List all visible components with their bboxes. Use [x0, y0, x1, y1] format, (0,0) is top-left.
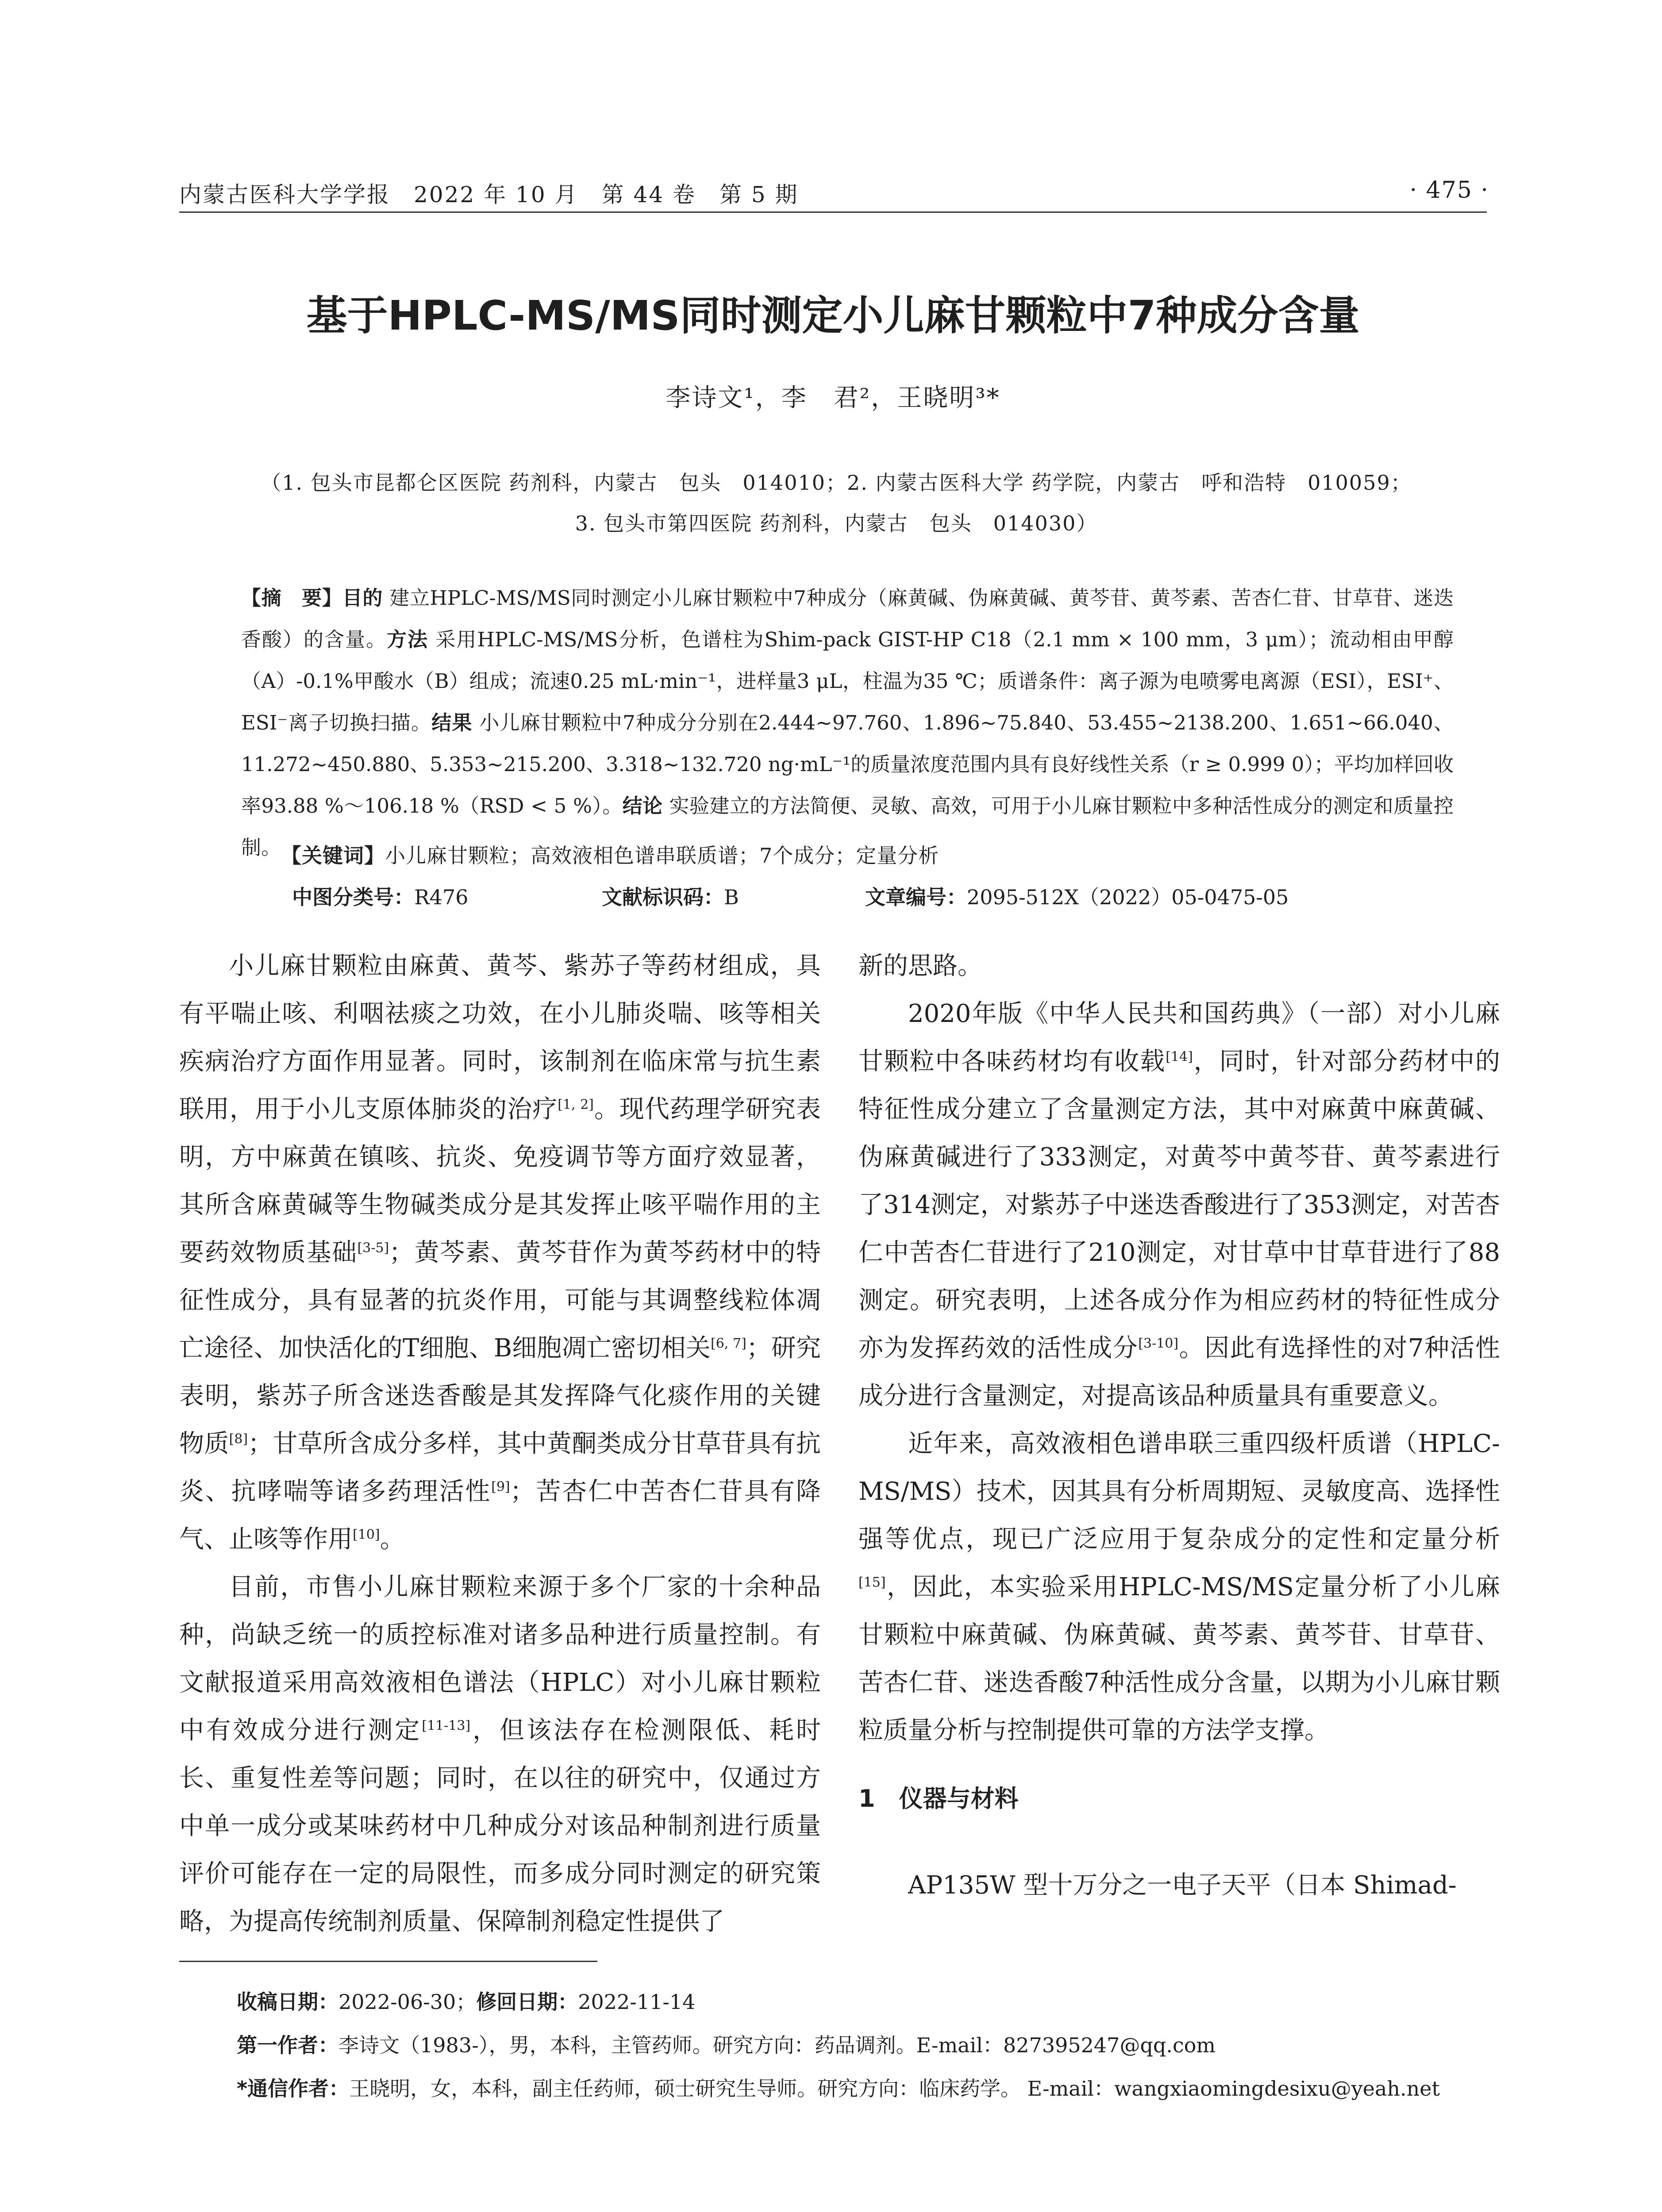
classification-row	[292, 881, 1460, 912]
footnote-dates: 收稿日期：2022-06-30；修回日期：2022-11-14	[237, 1990, 696, 2014]
article-number: 文章编号：2095-512X（2022）05-0475-05	[865, 885, 1289, 909]
keywords-text: 小儿麻甘颗粒；高效液相色谱串联质谱；7个成分；定量分析	[385, 844, 939, 868]
footnote-first-author: 第一作者：李诗文（1983-），男，本科，主管药师。研究方向：药品调剂。E-mail：827395247@qq.com	[237, 2033, 1216, 2057]
objective-text: 建立HPLC-MS/MS同时测定小儿麻甘颗粒中7种成分（麻黄碱、伪麻黄碱、黄芩苷、黄芩素、苦杏仁苷、甘草苷、迷迭香酸）的含量。	[241, 586, 1454, 651]
citation: [3-5]	[357, 1240, 389, 1256]
footnote-divider	[179, 1961, 597, 1962]
citation: [9]	[491, 1479, 510, 1495]
journal-info: 内蒙古医科大学学报 2022 年 10 月 第 44 卷 第 5 期	[179, 182, 799, 207]
body-paragraph: 小儿麻甘颗粒由麻黄、黄芩、紫苏子等药材组成，具有平喘止咳、利咽祛痰之功效，在小儿肺炎喘、咳等相关疾病治疗方面作用显著。同时，该制剂在临床常与抗生素联用，用于小儿支原体肺炎的治疗[1, 2]。现代药理学研究表明，方中麻黄在镇咳、抗炎、免疫调节等方面疗效显著，其所含麻黄碱等生物碱类成分是其发挥止咳平喘作用的主要药效物质基础[3-5]；黄芩素、黄芩苷作为黄芩药材中的特征性成分，具有显著的抗炎作用，可能与其调整线粒体凋亡途径、加快活化的T细胞、B细胞凋亡密切相关[6, 7]；研究表明，紫苏子所含迷迭香酸是其发挥降气化痰作用的关键物质[8]；甘草所含成分多样，其中黄酮类成分甘草苷具有抗炎、抗哮喘等诸多药理活性[9]；苦杏仁中苦杏仁苷具有降气、止咳等作用[10]。	[179, 952, 821, 1554]
body-column-left	[179, 942, 821, 1946]
clc-number: 中图分类号：R476	[292, 885, 469, 909]
body-paragraph: 目前，市售小儿麻甘颗粒来源于多个厂家的十余种品种，尚缺乏统一的质控标准对诸多品种进行质量控制。有文献报道采用高效液相色谱法（HPLC）对小儿麻甘颗粒中有效成分进行测定[11-13]，但该法存在检测限低、耗时长、重复性差等问题；同时，在以往的研究中，仅通过方中单一成分或某味药材中几种成分对该品种制剂进行质量评价可能存在一定的局限性，而多成分同时测定的研究策略，为提高传统制剂质量、保障制剂稳定性提供了	[179, 1573, 821, 1936]
page-number: · 475 ·	[1409, 177, 1489, 204]
section-heading: 1 仪器与材料	[858, 1785, 1019, 1813]
body-paragraph: 2020年版《中华人民共和国药典》（一部）对小儿麻甘颗粒中各味药材均有收载[14]，同时，针对部分药材中的特征性成分建立了含量测定方法，其中对麻黄中麻黄碱、伪麻黄碱进行了333测定，对黄芩中黄芩苷、黄芩素进行了314测定，对紫苏子中迷迭香酸进行了353测定，对苦杏仁中苦杏仁苷进行了210测定，对甘草中甘草苷进行了88测定。研究表明，上述各成分作为相应药材的特征性成分亦为发挥药效的活性成分[3-10]。因此有选择性的对7种活性成分进行含量测定，对提高该品种质量具有重要意义。	[858, 999, 1500, 1410]
body-column-right	[858, 942, 1500, 1909]
article-title: 基于HPLC-MS/MS同时测定小儿麻甘颗粒中7种成分含量	[306, 292, 1360, 339]
citation: [1, 2]	[558, 1097, 594, 1113]
abstract	[241, 577, 1454, 868]
document-code: 文献标识码：B	[602, 885, 739, 909]
citation: [10]	[353, 1527, 380, 1543]
affiliation-line-2: 3. 包头市第四医院 药剂科，内蒙古 包头 014030）	[575, 511, 1098, 535]
citation: [6, 7]	[711, 1336, 746, 1352]
header-divider	[179, 211, 1487, 213]
abstract-label: 【摘 要】	[241, 586, 342, 610]
body-paragraph: AP135W 型十万分之一电子天平（日本 Shimad-	[908, 1871, 1457, 1900]
author-list: 李诗文¹，李 君²，王晓明³*	[666, 384, 1000, 412]
methods-label: 方法	[387, 628, 429, 651]
citation: [11-13]	[422, 1718, 471, 1734]
affiliations	[208, 462, 1465, 544]
citation: [15]	[858, 1575, 886, 1590]
conclusion-label: 结论	[622, 794, 663, 818]
conclusion-text: 实验建立的方法简便、灵敏、高效，可用于小儿麻甘颗粒中多种活性成分的测定和质量控制。	[241, 794, 1454, 859]
keywords	[281, 840, 1454, 869]
footnote-corresponding-author: *通信作者：王晓明，女，本科，副主任药师，硕士研究生导师。研究方向：临床药学。 E-mail：wangxiaomingdesixu@yeah.net	[237, 2077, 1440, 2101]
body-paragraph: 近年来，高效液相色谱串联三重四级杆质谱（HPLC-MS/MS）技术，因其具有分析周期短、灵敏度高、选择性强等优点，现已广泛应用于复杂成分的定性和定量分析[15]，因此，本实验采用HPLC-MS/MS定量分析了小儿麻甘颗粒中麻黄碱、伪麻黄碱、黄芩素、黄芩苷、甘草苷、苦杏仁苷、迷迭香酸7种活性成分含量，以期为小儿麻甘颗粒质量分析与控制提供可靠的方法学支撑。	[858, 1429, 1500, 1745]
methods-text: 采用HPLC-MS/MS分析，色谱柱为Shim-pack GIST-HP C18（2.1 mm × 100 mm，3 μm）；流动相由甲醇（A）-0.1%甲酸水（B）组成；流速0.25 mL·min⁻¹，进样量3 μL，柱温为35 ℃；质谱条件：离子源为电喷雾电离源（ESI），ESI⁺、ESI⁻离子切换扫描。	[241, 628, 1454, 734]
affiliation-line-1: （1. 包头市昆都仑区医院 药剂科，内蒙古 包头 014010；2. 内蒙古医科大学 药学院，内蒙古 呼和浩特 010059；	[261, 471, 1412, 495]
objective-label: 目的	[342, 586, 383, 610]
keywords-label: 【关键词】	[281, 844, 385, 868]
citation: [14]	[1166, 1049, 1193, 1065]
running-header	[179, 177, 1489, 208]
citation: [8]	[229, 1431, 248, 1447]
footnotes	[237, 1980, 1476, 2110]
citation: [3-10]	[1138, 1336, 1179, 1352]
results-text: 小儿麻甘颗粒中7种成分分别在2.444~97.760、1.896~75.840、53.455~2138.200、1.651~66.040、11.272~450.880、5.353~215.200、3.318~132.720 ng·mL⁻¹的质量浓度范围内具有良好线性关系（r ≥ 0.999 0）；平均加样回收率93.88 %～106.18 %（RSD < 5 %）。	[241, 711, 1454, 818]
body-continuation: 新的思路。	[858, 952, 982, 980]
results-label: 结果	[431, 711, 473, 734]
